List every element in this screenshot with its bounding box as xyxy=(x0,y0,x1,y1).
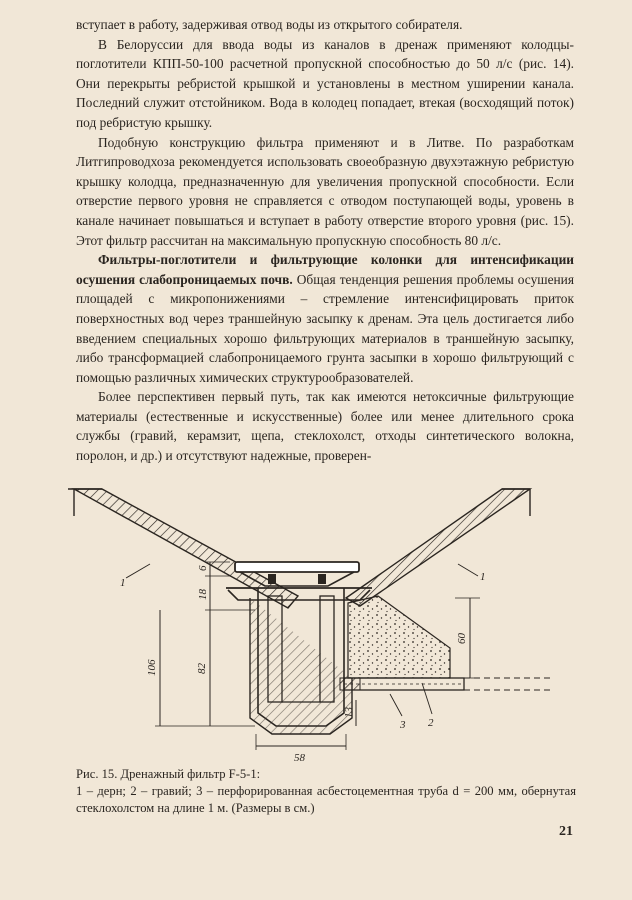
paragraph-5: Более перспективен первый путь, так как имеются нетоксичные фильтрующие материалы (естественные и искусственные) более или менее длительного срока службы (гравий, керамзит, щепа, стеклохолст, отходы синтетического волокна, поролон, и др.) и отсутствуют надежные, проверен- xyxy=(76,389,574,464)
gravel-fill xyxy=(348,596,450,678)
dim-58: 58 xyxy=(294,752,305,764)
dim-106: 106 xyxy=(146,659,158,676)
dim-6: 6 xyxy=(197,565,209,571)
paragraph-2: В Белоруссии для ввода воды из каналов в дренаж применяют колодцы-поглотители КПП-50-100 расчетной пропускной способностью до 50 л/с (рис. 14). Они перекрыты ребристой крышкой и установлены в местном уширении канала. Последний служит отстойником. Вода в колодец попадает, втекая (восходящий поток) под ребристую крышку. xyxy=(76,36,574,130)
label-2: 2 xyxy=(428,717,434,729)
label-1-left: 1 xyxy=(120,577,126,589)
paragraph-4-heading: Фильтры-поглотители и фильтрующие колонки для интенсификации осушения слабопроницаемых почв. xyxy=(76,252,574,287)
dim-18: 18 xyxy=(197,589,209,600)
paragraph-4-body: Общая тенденция решения проблемы осушения площадей с микропонижениями – стремление интенсифицировать приток поверхностных вод через траншейную засыпку к дренам. Эта цель достигается либо введением специальных хорошо фильтрующих материалов в траншейную засыпку, либо трансформацией слабопроницаемого грунта засыпки в хорошо фильтрующий с помощью различных химических структурообразователей. xyxy=(76,271,575,385)
figure-caption xyxy=(76,766,576,816)
paragraph-3: Подобную конструкцию фильтра применяют и в Литве. По разработкам Литгипроводхоза рекомендуется использовать своеобразную двухэтажную ребристую крышку колодца, предназначенную для увеличения пропускной способности. Если отверстие первого уровня не справляется с отводом поступающей воды, уровень в канале начинает повышаться и вступает в работу отверстие второго уровня (рис. 15). Этот фильтр рассчитан на максимальную пропускную способность 80 л/с. xyxy=(76,134,574,248)
drainage-filter-figure xyxy=(60,478,580,770)
label-1-right: 1 xyxy=(480,571,486,583)
dim-82: 82 xyxy=(196,663,208,674)
body-text xyxy=(76,15,574,466)
dim-13: 13 xyxy=(343,707,355,718)
left-slope-turf xyxy=(74,489,298,608)
paragraph-4 xyxy=(76,250,574,387)
lid-top xyxy=(235,562,359,572)
caption-legend: 1 – дерн; 2 – гравий; 3 – перфорированная асбестоцементная труба d = 200 мм, обернутая стеклохолстом на длине 1 м. (Размеры в см.) xyxy=(76,784,576,815)
caption-title: Рис. 15. Дренажный фильтр F-5-1: xyxy=(76,767,261,781)
drainage-filter-drawing xyxy=(60,478,580,770)
dim-60: 60 xyxy=(456,633,468,644)
page-number: 21 xyxy=(559,824,573,839)
label-3: 3 xyxy=(400,719,406,731)
paragraph-1: вступает в работу, задерживая отвод воды из открытого собирателя. xyxy=(76,17,463,32)
right-slope-turf xyxy=(346,489,530,606)
